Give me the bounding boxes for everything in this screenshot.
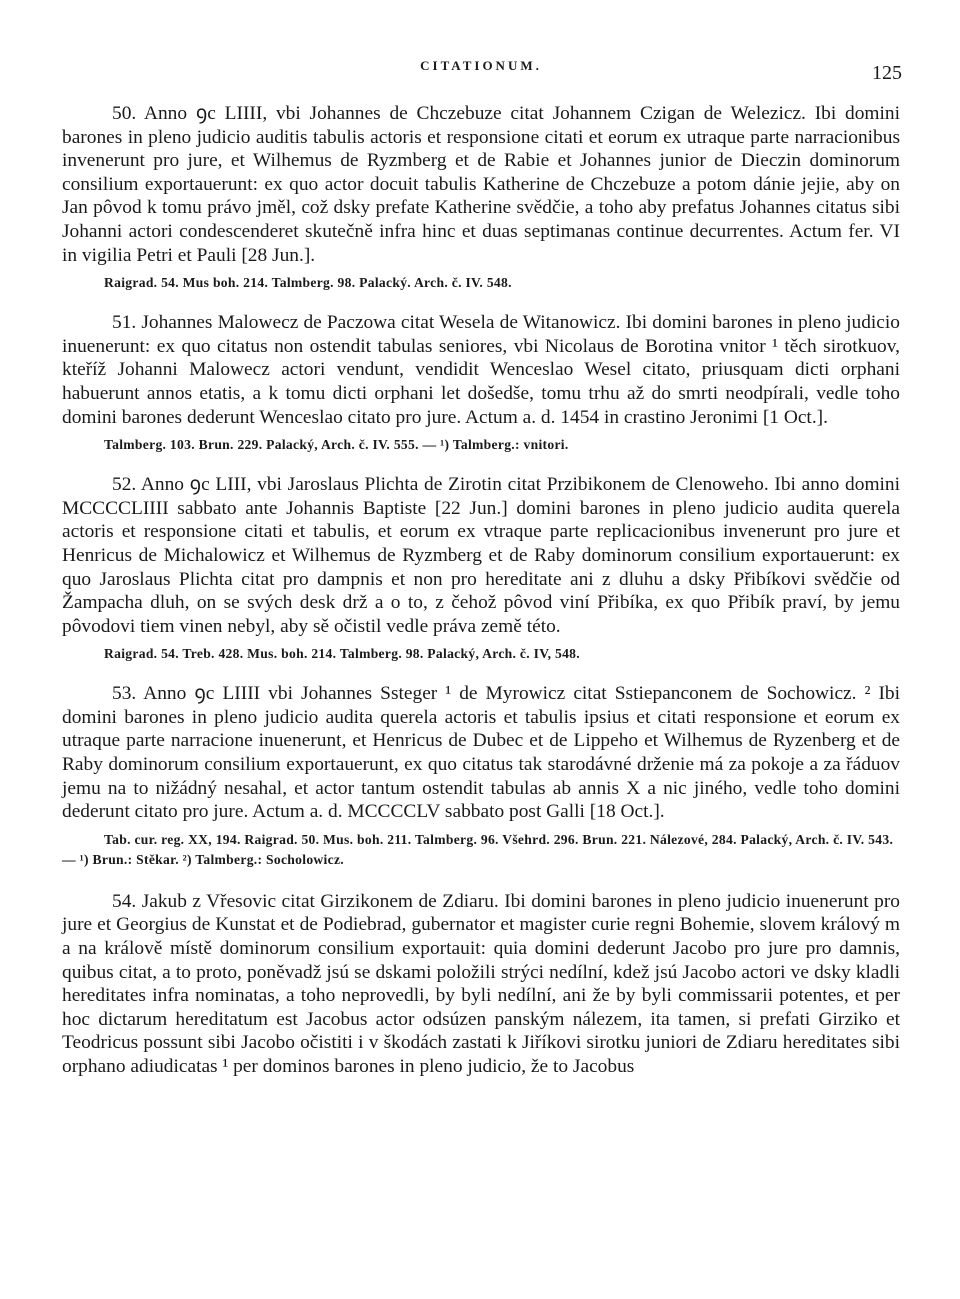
entry-text: 53. Anno ꝯc LIIII vbi Johannes Ssteger ¹ de Myrowicz citat Sstiepanconem de Sochowicz. ² Ibi domini barones in pleno judicio audita querela actoris et tabulis ipsius et citati responsione et eorum ex utraque parte narracione inuenerunt, et Henricus de Dubec et de Lippeho et Wilhemus de Ryzenberg et de Raby dominorum consilium exportauerunt, ex quo citatus tak starodávné drženie má za pokoje a za řáduov jemu na to nižádný nesahal, et actor tantum ostendit tabulas ab annis X a nic jiného, vedle toho domini dederunt citato pro jure. Actum a. d. MCCCCLV sabbato post Galli [18 Oct.].	[62, 683, 900, 823]
page-header	[62, 58, 900, 102]
document-page	[62, 58, 900, 1079]
running-head: CITATIONUM.	[420, 58, 542, 73]
entry-51	[62, 311, 900, 455]
entry-text: 50. Anno ꝯc LIIII, vbi Johannes de Chczebuze citat Johannem Czigan de Welezicz. Ibi domini barones in pleno judicio auditis tabulis actoris et responsione citati et eorum ex utraque parte narracionibus invenerunt pro jure, et Wilhemus de Ryzmberg et de Rabie et Johannes junior de Dieczin dominorum consilium exportauerunt: ex quo actor docuit tabulis Katherine de Chczebuze a potom dánie jejie, aby on Jan pôvod k tomu právo jměl, což dsky prefate Katherine svědčie, a toho aby prefatus Johannes citatus sibi Johanni actori condescenderet skutečně infra hinc et duas septimanas continue decurrentes. Actum fer. VI in vigilia Petri et Pauli [28 Jun.].	[62, 103, 900, 266]
entry-text: 52. Anno ꝯc LIII, vbi Jaroslaus Plichta de Zirotin citat Przibikonem de Clenoweho. Ibi anno domini MCCCCLIIII sabbato ante Johannis Baptiste [22 Jun.] domini barones in pleno judicio audita querela actoris et responsione citati et tabulis, et eorum ex vtraque parte replicacionibus invenerunt pro jure et Henricus de Michalowicz et Wilhemus de Ryzmberg et de Raby dominorum consilium exportauerunt: ex quo Jaroslaus Plichta citat pro dampnis et non pro hereditate ani z dluhu a dsky Přibíkovi svědčie od Žampacha dluh, on se svých desk drž a o to, z čehož pôvod viní Přibíka, ex quo Přibík praví, by jemu pôvodovi tiem vinen nebyl, aby sě očistil vedle práva země této.	[62, 474, 900, 637]
entry-53	[62, 682, 900, 870]
entry-50	[62, 102, 900, 293]
entry-text: 54. Jakub z Vřesovic citat Girzikonem de Zdiaru. Ibi domini barones in pleno judicio inuenerunt pro jure et Georgius de Kunstat et de Podiebrad, gubernator et magister curie regni Bohemie, slovem králový m a na králově místě dominorum consilium exportauit: quia domini dederunt Jacobo pro jure pro damnis, quibus citat, a to proto, poněvadž jsú se dskami položili strýci nedílní, kdež jsú Jacobo actori ve dsky kladli hereditates infra nominatas, a toho neprovedli, by byli nedílní, ani že by byli commissarii potentes, et per hoc dictarum hereditatum est Jacobus actor odsúzen panským nálezem, ita tamen, si prefati Girziko et Teodricus possunt sibi Jacobo očistiti i v škodách zastati k Jiříkovi sirotku juniori de Zdiaru hereditates sibi orphano adiudicatas ¹ per dominos barones in pleno judicio, že to Jacobus	[62, 890, 900, 1077]
page-number: 125	[872, 62, 902, 84]
entry-54	[62, 890, 900, 1079]
entry-text: 51. Johannes Malowecz de Paczowa citat Wesela de Witanowicz. Ibi domini barones in pleno judicio inuenerunt: ex quo citatus non ostendit tabulas seniores, vbi Nicolaus de Borotina vnitor ¹ těch sirotkuov, kteříž Johanni Malowecz actori vendunt, vendidit Wenceslao Wesel citato, priusquam dicti orphani habuerunt annos etatis, a k tomu dicti orphani let došedše, tomu trhu až do smrti neodpírali, vedle toho domini barones dederunt Wenceslao citato pro jure. Actum a. d. 1454 in crastino Jeronimi [1 Oct.].	[62, 312, 900, 428]
entry-references: Raigrad. 54. Treb. 428. Mus. boh. 214. Talmberg. 98. Palacký, Arch. č. IV, 548.	[104, 646, 580, 662]
entry-52	[62, 473, 900, 664]
entry-references: Raigrad. 54. Mus boh. 214. Talmberg. 98. Palacký. Arch. č. IV. 548.	[104, 275, 512, 291]
entry-references: Talmberg. 103. Brun. 229. Palacký, Arch. č. IV. 555. — ¹) Talmberg.: vnitori.	[104, 437, 569, 453]
entry-references: Tab. cur. reg. XX, 194. Raigrad. 50. Mus. boh. 211. Talmberg. 96. Všehrd. 296. Brun. 221. Nálezové, 284. Palacký, Arch. č. IV. 543. — ¹) Brun.: Stěkar. ²) Talmberg.: Socholowicz.	[62, 831, 894, 867]
